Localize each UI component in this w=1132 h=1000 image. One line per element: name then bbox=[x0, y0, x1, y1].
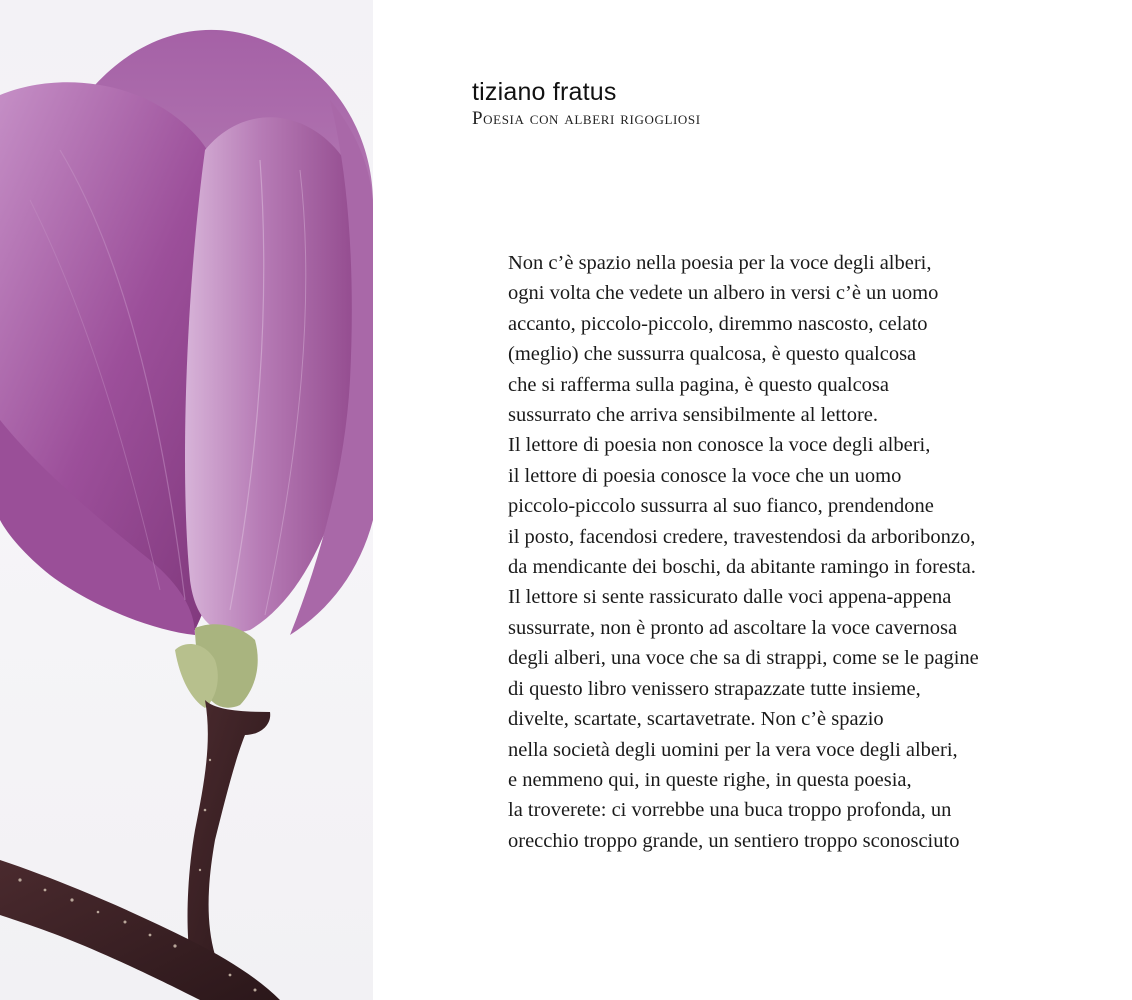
poem-line: da mendicante dei boschi, da abitante ramingo in foresta. bbox=[508, 556, 976, 579]
poem-line: il lettore di poesia conosce la voce che un uomo bbox=[508, 464, 902, 487]
book-subtitle: Poesia con alberi rigogliosi bbox=[472, 108, 701, 129]
poem-line: di questo libro venissero strapazzate tutte insieme, bbox=[508, 677, 921, 700]
poem bbox=[508, 248, 1108, 856]
poem-line: sussurrate, non è pronto ad ascoltare la voce cavernosa bbox=[508, 616, 958, 639]
poem-line: nella società degli uomini per la vera voce degli alberi, bbox=[508, 738, 958, 761]
poem-line: accanto, piccolo-piccolo, diremmo nascosto, celato bbox=[508, 312, 928, 335]
stem bbox=[188, 700, 271, 960]
poem-line: ogni volta che vedete un albero in versi c’è un uomo bbox=[508, 282, 939, 305]
poem-line: e nemmeno qui, in queste righe, in questa poesia, bbox=[508, 768, 912, 791]
poem-line: divelte, scartate, scartavetrate. Non c’è spazio bbox=[508, 708, 884, 731]
poem-line: orecchio troppo grande, un sentiero troppo sconosciuto bbox=[508, 829, 960, 852]
poem-line: piccolo-piccolo sussurra al suo fianco, prendendone bbox=[508, 495, 934, 518]
poem-line: (meglio) che sussurra qualcosa, è questo qualcosa bbox=[508, 343, 917, 366]
poem-line: sussurrato che arriva sensibilmente al lettore. bbox=[508, 404, 879, 427]
magnolia-illustration bbox=[0, 0, 373, 1000]
header bbox=[472, 76, 701, 130]
magnolia-photo bbox=[0, 0, 373, 1000]
poem-line: la troverete: ci vorrebbe una buca troppo profonda, un bbox=[508, 799, 952, 822]
poem-line: Il lettore di poesia non conosce la voce degli alberi, bbox=[508, 434, 931, 457]
poem-line: Non c’è spazio nella poesia per la voce degli alberi, bbox=[508, 252, 932, 274]
branch bbox=[0, 860, 280, 1000]
poem-line: degli alberi, una voce che sa di strappi, come se le pagine bbox=[508, 647, 979, 670]
poem-line: il posto, facendosi credere, travestendosi da arboribonzo, bbox=[508, 525, 976, 548]
author-name: tiziano fratus bbox=[472, 78, 617, 106]
poem-line: che si rafferma sulla pagina, è questo qualcosa bbox=[508, 373, 890, 396]
poem-line: Il lettore si sente rassicurato dalle voci appena-appena bbox=[508, 586, 952, 609]
